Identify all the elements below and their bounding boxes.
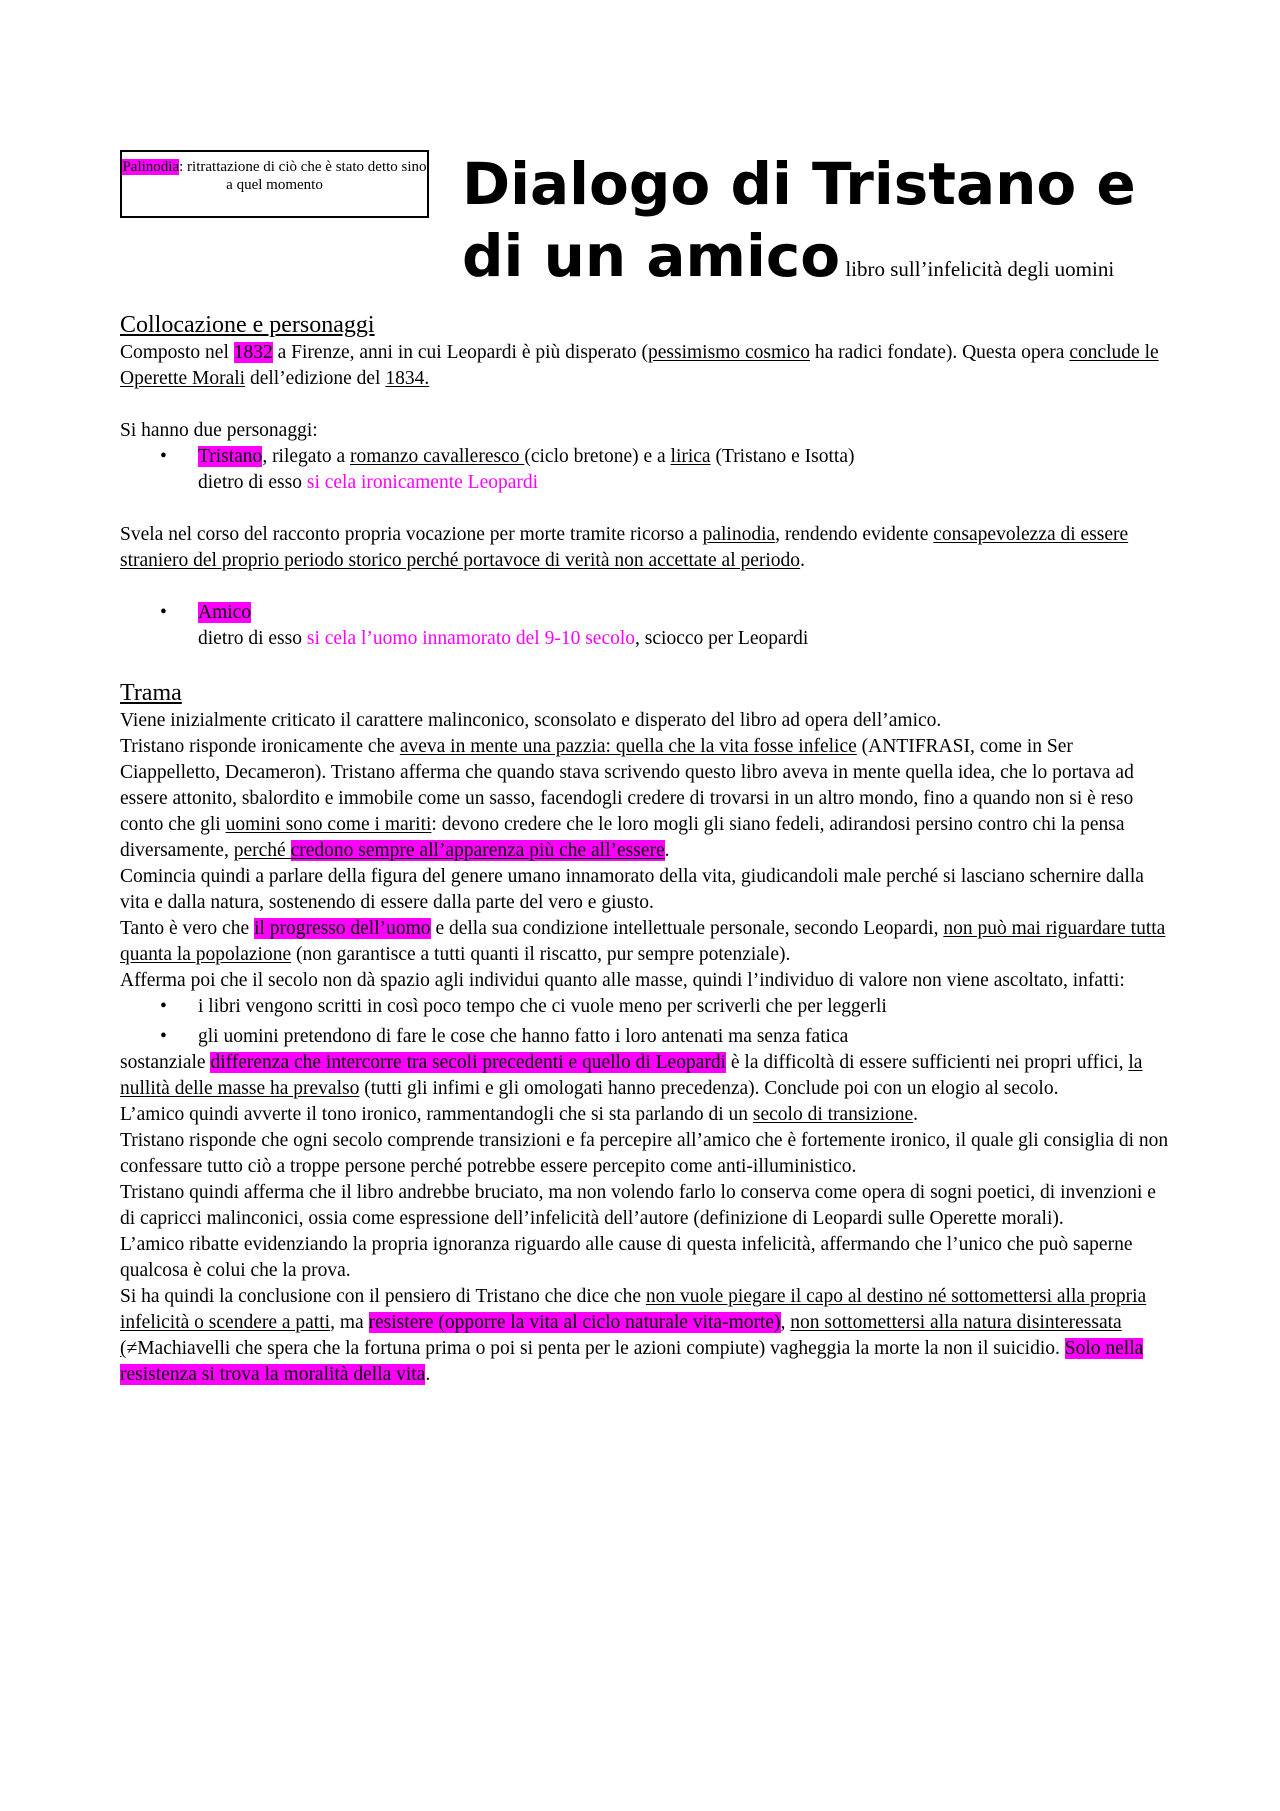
- list-item-text: i libri vengono scritti in così poco tempo che ci vuole meno per scriverli che per leggerli: [198, 996, 887, 1017]
- text-run: ≠Machiavelli che spera che la fortuna prima o poi si penta per le azioni compiute) vagheggia la morte la non il suicidio.: [126, 1338, 1065, 1359]
- paragraph-trama-3: Comincia quindi a parlare della figura del genere umano innamorato della vita, giudicandoli male perché si lasciano schernire dalla vita e dalla natura, sostenendo di essere dalla parte del vero e giusto.: [120, 866, 1144, 913]
- text-run: Composto nel: [120, 342, 234, 363]
- highlight-year: 1832: [233, 342, 273, 363]
- section-heading-trama: Trama: [120, 680, 182, 706]
- underline-transizione: secolo di transizione: [752, 1104, 914, 1125]
- text-run: dietro di esso: [198, 472, 307, 493]
- text-run: , ma: [330, 1312, 369, 1333]
- underline-popolazione: non può mai riguardare tutta quanta la popolazione: [120, 918, 1166, 965]
- definition-term: Palinodia: [122, 159, 180, 175]
- list-item-libri: [120, 994, 1170, 1020]
- underline-year2: 1834.: [385, 368, 430, 389]
- text-run: (Tristano e Isotta): [710, 446, 855, 467]
- underline-pazzia: aveva in mente una pazzia: quella che la vita fosse infelice: [399, 736, 857, 757]
- highlight-moralita: Solo nella resistenza si trova la moralità della vita: [120, 1338, 1144, 1385]
- text-run: (tutti gli infimi e gli omologati hanno precedenza). Conclude poi con un elogio al secolo.: [359, 1078, 1059, 1099]
- list-item-amico: [120, 600, 1170, 652]
- bullet-icon: •: [160, 602, 167, 623]
- paragraph-svela: [120, 522, 1170, 574]
- section-heading-collocazione: Collocazione e personaggi: [120, 312, 375, 338]
- underline-perche: perché: [233, 840, 291, 861]
- list-item-line: [198, 470, 1170, 496]
- underline-romanzo: romanzo cavalleresco: [350, 446, 525, 467]
- highlight-tristano: Tristano: [198, 446, 263, 467]
- definition-box: [120, 150, 429, 218]
- paragraph-composizione: [120, 340, 1170, 392]
- paragraph-trama-4: [120, 916, 1170, 968]
- underline-lirica: lirica: [670, 446, 711, 467]
- pink-text-leopardi: si cela ironicamente Leopardi: [306, 472, 539, 493]
- highlight-apparenza: credono sempre all’apparenza più che all’essere: [290, 840, 665, 861]
- title-subtitle: libro sull’infelicità degli uomini: [840, 257, 1115, 281]
- list-item-text: gli uomini pretendono di fare le cose che hanno fatto i loro antenati ma senza fatica: [198, 1026, 849, 1047]
- paragraph-trama-6: [120, 1050, 1170, 1102]
- text-run: dell’edizione del: [245, 368, 386, 389]
- list-item-line: [198, 600, 1170, 626]
- title-line-1: Dialogo di Tristano e: [462, 150, 1136, 218]
- text-run: .: [664, 840, 670, 861]
- underline-mariti: uomini sono come i mariti: [225, 814, 432, 835]
- text-run: L’amico quindi avverte il tono ironico, rammentandogli che si sta parlando di un: [120, 1104, 753, 1125]
- page-title: [462, 148, 1222, 305]
- text-run: dietro di esso: [198, 628, 307, 649]
- text-run: , sciocco per Leopardi: [635, 628, 809, 649]
- paragraph-trama-5: Afferma poi che il secolo non dà spazio agli individui quanto alle masse, quindi l’individuo di valore non viene ascoltato, infatti:: [120, 970, 1125, 991]
- list-item-line: [198, 626, 1170, 652]
- spacer: [120, 652, 1170, 678]
- underline-conclude: conclude le Operette Morali: [120, 342, 1159, 389]
- underline-nullita: la nullità delle masse ha prevalso: [120, 1052, 1143, 1099]
- text-run: Tristano risponde ironicamente che: [120, 736, 400, 757]
- paragraph-trama-1: Viene inizialmente criticato il carattere malinconico, sconsolato e disperato del libro ad opera dell’amico.: [120, 710, 942, 731]
- list-item-uomini: [120, 1024, 1170, 1050]
- underline-pessimismo: pessimismo cosmico: [648, 342, 810, 363]
- text-run: ha radici fondate). Questa opera: [809, 342, 1070, 363]
- text-run: (non garantisce a tutti quanti il riscatto, pur sempre potenziale).: [291, 944, 791, 965]
- definition-text: : ritrattazione di ciò che è stato detto sino a quel momento: [179, 159, 427, 193]
- text-run: Si ha quindi la conclusione con il pensiero di Tristano che dice che: [120, 1286, 646, 1307]
- text-run: e della sua condizione intellettuale personale, secondo Leopardi,: [430, 918, 944, 939]
- paragraph-trama-7: [120, 1102, 1170, 1128]
- text-run: sostanziale: [120, 1052, 211, 1073]
- spacer: [120, 574, 1170, 600]
- highlight-resistere: resistere (opporre la vita al ciclo naturale vita-morte): [368, 1312, 781, 1333]
- spacer: [120, 496, 1170, 522]
- title-line-2-text: di un amico: [462, 222, 841, 290]
- text-run: Tanto è vero che: [120, 918, 254, 939]
- highlight-differenza: differenza che intercorre tra secoli precedenti e quello di Leopardi: [210, 1052, 727, 1073]
- bullet-icon: •: [160, 446, 167, 467]
- highlight-amico: Amico: [198, 602, 252, 623]
- text-run: ,: [780, 1312, 791, 1333]
- spacer: [120, 392, 1170, 418]
- paragraph-personaggi-intro: Si hanno due personaggi:: [120, 420, 318, 441]
- text-run: (ciclo bretone) e a: [524, 446, 671, 467]
- text-run: , rendendo evidente: [775, 524, 934, 545]
- text-run: (ANTIFRASI, come in Ser Ciappelletto, Decameron). Tristano afferma che quando stava scrivendo questo libro aveva in mente quella idea, che lo portava ad essere attonito, sbalordito e immobile come un sasso, facendogli credere di trovarsi in un altro mondo, fino a quando non si è reso conto che gli: [120, 736, 1134, 835]
- underline-palinodia: palinodia: [702, 524, 776, 545]
- list-item-line: [198, 444, 1170, 470]
- pink-text-uomo: si cela l’uomo innamorato del 9-10 secolo: [306, 628, 636, 649]
- paragraph-trama-11: [120, 1284, 1170, 1388]
- text-run: .: [800, 550, 805, 571]
- highlight-progresso: il progresso dell’uomo: [254, 918, 431, 939]
- document-body: [120, 310, 1170, 1388]
- text-run: Svela nel corso del racconto propria vocazione per morte tramite ricorso a: [120, 524, 703, 545]
- underline-destino: non vuole piegare il capo al destino né sottomettersi alla propria infelicità o scendere a patti: [120, 1286, 1147, 1333]
- paragraph-trama-8: Tristano risponde che ogni secolo comprende transizioni e fa percepire all’amico che è fortemente ironico, il quale gli consiglia di non confessare tutto ciò a troppe persone perché potrebbe essere percepito come anti-illuministico.: [120, 1130, 1169, 1177]
- paragraph-trama-9: Tristano quindi afferma che il libro andrebbe bruciato, ma non volendo farlo lo conserva come opera di sogni poetici, di invenzioni e di capricci malinconici, ossia come espressione dell’infelicità dell’autore (definizione di Leopardi sulle Operette morali).: [120, 1182, 1156, 1229]
- text-run: : devono credere che le loro mogli gli siano fedeli, adirandosi persino contro chi la pensa diversamente,: [120, 814, 1125, 861]
- underline-natura: non sottomettersi alla natura disinteressata (: [120, 1312, 1122, 1359]
- list-item-tristano: [120, 444, 1170, 496]
- text-run: è la difficoltà di essere sufficienti nei propri uffici,: [726, 1052, 1129, 1073]
- paragraph-trama-2: [120, 734, 1170, 864]
- bullet-icon: •: [160, 996, 167, 1017]
- text-run: .: [913, 1104, 919, 1125]
- text-run: a Firenze, anni in cui Leopardi è più disperato (: [272, 342, 649, 363]
- underline-consapevolezza: consapevolezza di essere straniero del proprio periodo storico perché portavoce di verità non accettate al periodo: [120, 524, 1129, 571]
- bullet-icon: •: [160, 1026, 167, 1047]
- text-run: , rilegato a: [262, 446, 351, 467]
- paragraph-trama-10: L’amico ribatte evidenziando la propria ignoranza riguardo alle cause di questa infelicità, affermando che l’unico che può saperne qualcosa è colui che la prova.: [120, 1234, 1133, 1281]
- title-line-2: [462, 220, 1222, 305]
- text-run: .: [425, 1364, 431, 1385]
